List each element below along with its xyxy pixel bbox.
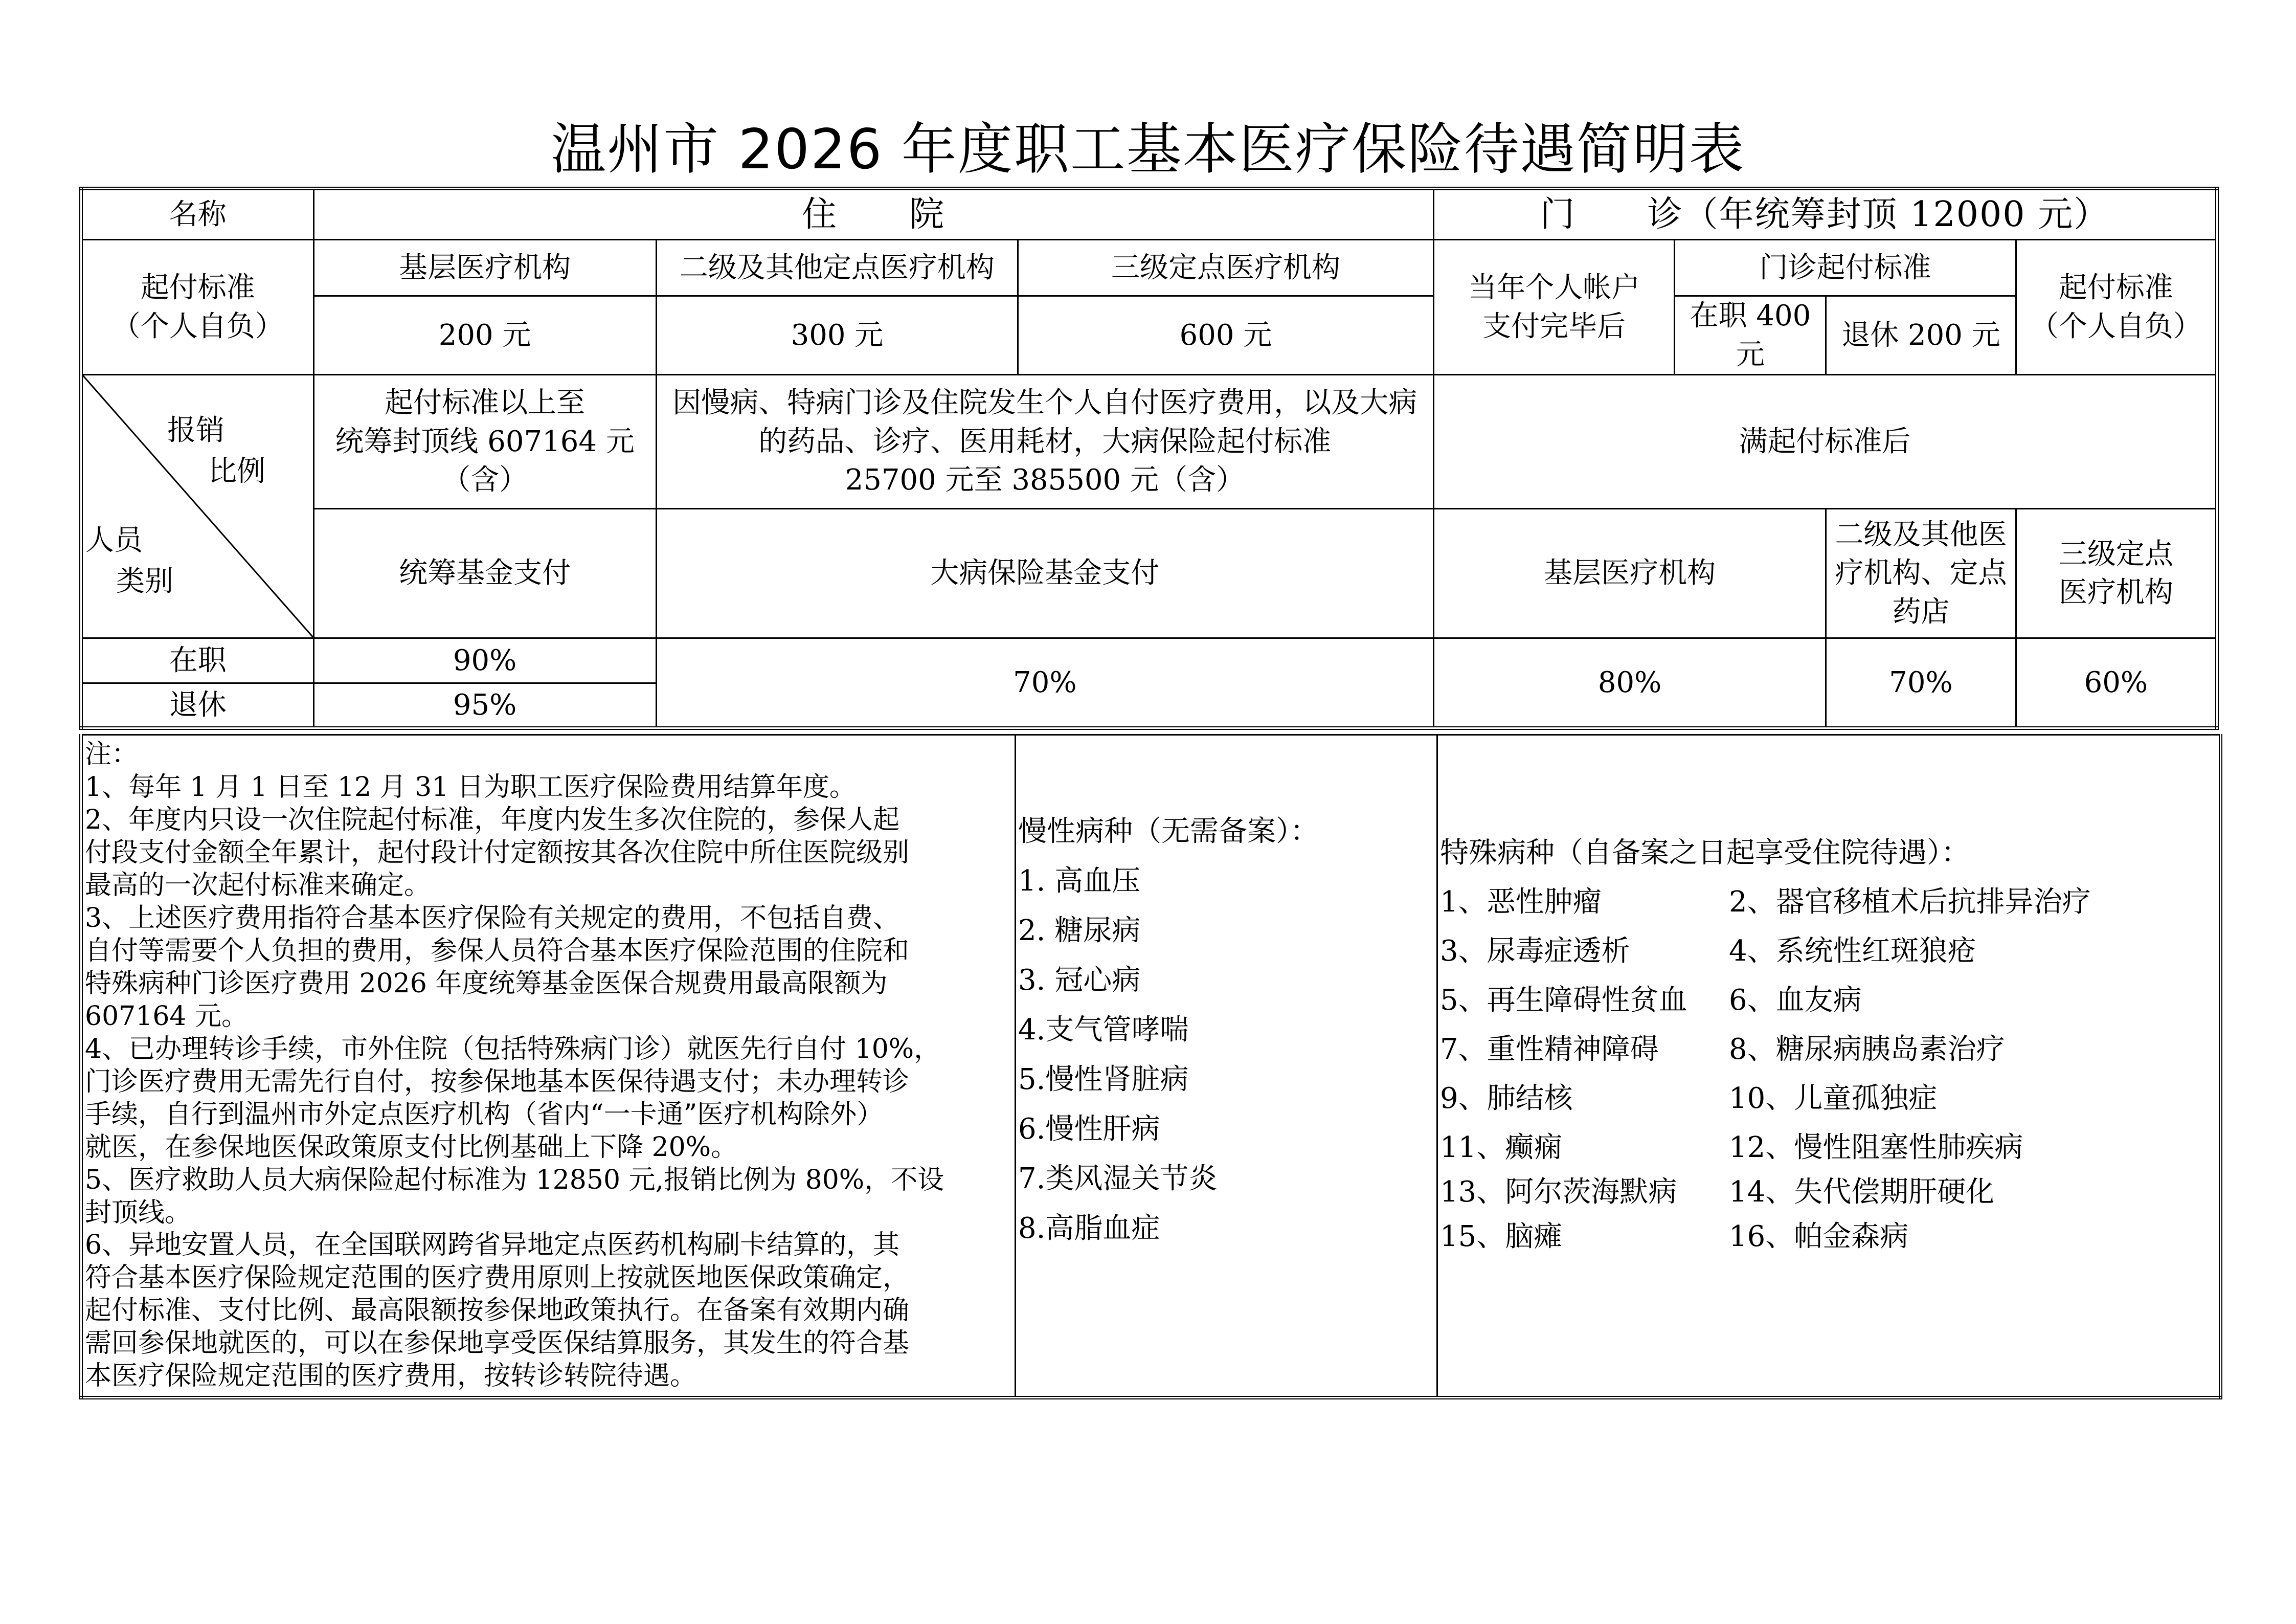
pooled-range: 起付标准以上至 统筹封顶线 607164 元 （含） [313,375,656,509]
chronic-item: 2. 糖尿病 [1018,914,1141,948]
special-row [1440,1173,2217,1217]
special-heading: 特殊病种（自备案之日起享受住院待遇）： [1440,836,1970,870]
employed-amount: 在职 400 元 [1675,296,1826,375]
notes-line: 需回参保地就医的，可以在参保地享受医保结算服务，其发生的符合基 [85,1328,910,1359]
special-item: 12、慢性阻塞性肺疾病 [1729,1131,2023,1165]
special-row [1440,1217,2217,1262]
notes-line: 4、已办理转诊手续，市外住院（包括特殊病门诊）就医先行自付 10%， [85,1033,941,1064]
notes-table [79,734,2222,1399]
third-institution: 三级定点医疗机构 [1018,240,1434,296]
chronic-item: 6.慢性肝病 [1018,1113,1160,1146]
notes-line: 5、医疗救助人员大病保险起付标准为 12850 元,报销比例为 80%，不设 [85,1164,944,1195]
notes-line: 门诊医疗费用无需先行自付，按参保地基本医保待遇支付；未办理转诊 [85,1066,910,1097]
special-item: 5、再生障碍性贫血 [1440,984,1687,1017]
employed-pooled-rate: 90% [313,638,656,683]
special-row [1440,1030,2217,1079]
third-amount: 600 元 [1018,296,1434,375]
notes-line: 就医，在参保地医保政策原支付比例基础上下降 20%。 [85,1131,738,1163]
page-title: 温州市 2026 年度职工基本医疗保险待遇简明表 [551,118,1745,182]
second-institution: 二级及其他定点医疗机构 [656,240,1018,296]
notes-line: 手续，自行到温州市外定点医疗机构（省内“一卡通”医疗机构除外） [85,1099,884,1130]
inpatient-header: 住 院 [313,189,1433,240]
special-item: 6、血友病 [1729,984,1862,1017]
retired-pooled-rate: 95% [313,683,656,728]
special-row [1440,883,2217,932]
special-item: 16、帕金森病 [1729,1220,1909,1254]
notes-line: 1、每年 1 月 1 日至 12 月 31 日为职工医疗保险费用结算年度。 [85,772,856,803]
special-row [1440,981,2217,1030]
op-basic-institution: 基层医疗机构 [1433,509,1826,638]
benefits-table [79,187,2219,730]
special-item: 7、重性精神障碍 [1440,1033,1659,1066]
outpatient-self-pay: 起付标准 （个人自负） [2016,240,2217,375]
op-second-institution: 二级及其他医 疗机构、定点 药店 [1826,509,2016,638]
special-item: 9、肺结核 [1440,1082,1573,1116]
op-third-institution: 三级定点 医疗机构 [2016,509,2217,638]
second-amount: 300 元 [656,296,1018,375]
notes-line: 符合基本医疗保险规定范围的医疗费用原则上按就医地医保政策确定， [85,1262,910,1294]
notes-line: 封顶线。 [85,1197,192,1228]
notes-line: 最高的一次起付标准来确定。 [85,870,431,901]
notes-line: 自付等需要个人负担的费用，参保人员符合基本医疗保险范围的住院和 [85,935,910,966]
chronic-item: 4.支气管哮喘 [1018,1013,1189,1047]
special-item: 10、儿童孤独症 [1729,1082,1938,1116]
op-basic-rate: 80% [1433,638,1826,728]
special-item: 14、失代偿期肝硬化 [1729,1175,1995,1209]
special-row [1440,932,2217,981]
special-item: 3、尿毒症透析 [1440,935,1630,968]
special-item: 2、器官移植术后抗排异治疗 [1729,885,2091,919]
special-item: 15、脑瘫 [1440,1220,1563,1254]
serious-rate: 70% [656,638,1433,728]
special-item: 8、糖尿病胰岛素治疗 [1729,1033,2005,1066]
basic-amount: 200 元 [313,296,656,375]
diagonal-header-cell [81,375,314,638]
serious-range: 因慢病、特病门诊及住院发生个人自付医疗费用，以及大病 的药品、诊疗、医用耗材，大病保险起付标准 25700 元至 385500 元（含） [656,375,1433,509]
retired-label: 退休 [81,683,314,728]
outpatient-deductible: 门诊起付标准 [1675,240,2016,296]
account-exhausted: 当年个人帐户 支付完毕后 [1433,240,1675,375]
chronic-heading: 慢性病种（无需备案）： [1018,815,1319,849]
chronic-item: 5.慢性肾脏病 [1018,1063,1189,1097]
notes-line: 起付标准、支付比例、最高限额按参保地政策执行。在备案有效期内确 [85,1295,910,1326]
notes-line: 付段支付金额全年累计，起付段计付定额按其各次住院中所住医院级别 [85,837,910,869]
deductible-label: 起付标准 （个人自负） [81,240,314,375]
notes-line: 6、异地安置人员，在全国联网跨省异地定点医药机构刷卡结算的，其 [85,1230,900,1261]
special-row [1440,1079,2217,1128]
serious-fund: 大病保险基金支付 [656,509,1433,638]
notes-line: 607164 元。 [85,1000,249,1032]
notes-line: 3、上述医疗费用指符合基本医疗保险有关规定的费用，不包括自费、 [85,902,900,933]
diag-bottom-line2: 类别 [116,565,173,598]
special-item: 4、系统性红斑狼疮 [1729,935,1976,968]
chronic-item: 1. 高血压 [1018,864,1141,898]
notes-line: 2、年度内只设一次住院起付标准，年度内发生多次住院的，参保人起 [85,805,900,836]
special-row [1440,1128,2217,1173]
diag-top-line1: 报销 [167,414,224,448]
notes-cell [81,735,1016,1398]
after-deductible: 满起付标准后 [1433,375,2217,509]
basic-institution: 基层医疗机构 [313,240,656,296]
outpatient-header: 门 诊（年统筹封顶 12000 元） [1433,189,2217,240]
notes-line: 特殊病种门诊医疗费用 2026 年度统筹基金医保合规费用最高限额为 [85,968,888,999]
special-disease-cell [1437,735,2221,1398]
special-item: 13、阿尔茨海默病 [1440,1175,1677,1209]
chronic-item: 8.高脂血症 [1018,1212,1160,1245]
op-second-rate: 70% [1826,638,2016,728]
retired-amount: 退休 200 元 [1826,296,2016,375]
special-item: 11、癫痫 [1440,1131,1563,1165]
notes-line: 本医疗保险规定范围的医疗费用，按转诊转院待遇。 [85,1361,697,1392]
notes-line: 注： [85,739,139,770]
diag-top-line2: 比例 [208,455,265,488]
op-third-rate: 60% [2016,638,2217,728]
chronic-disease-cell [1016,735,1437,1398]
special-item: 1、恶性肿瘤 [1440,885,1602,919]
chronic-item: 7.类风湿关节炎 [1018,1162,1218,1196]
diag-bottom-line1: 人员 [85,524,143,558]
name-label: 名称 [81,189,314,240]
benefits-sheet [79,187,2219,1399]
employed-label: 在职 [81,638,314,683]
chronic-item: 3. 冠心病 [1018,964,1141,997]
pooled-fund: 统筹基金支付 [313,509,656,638]
